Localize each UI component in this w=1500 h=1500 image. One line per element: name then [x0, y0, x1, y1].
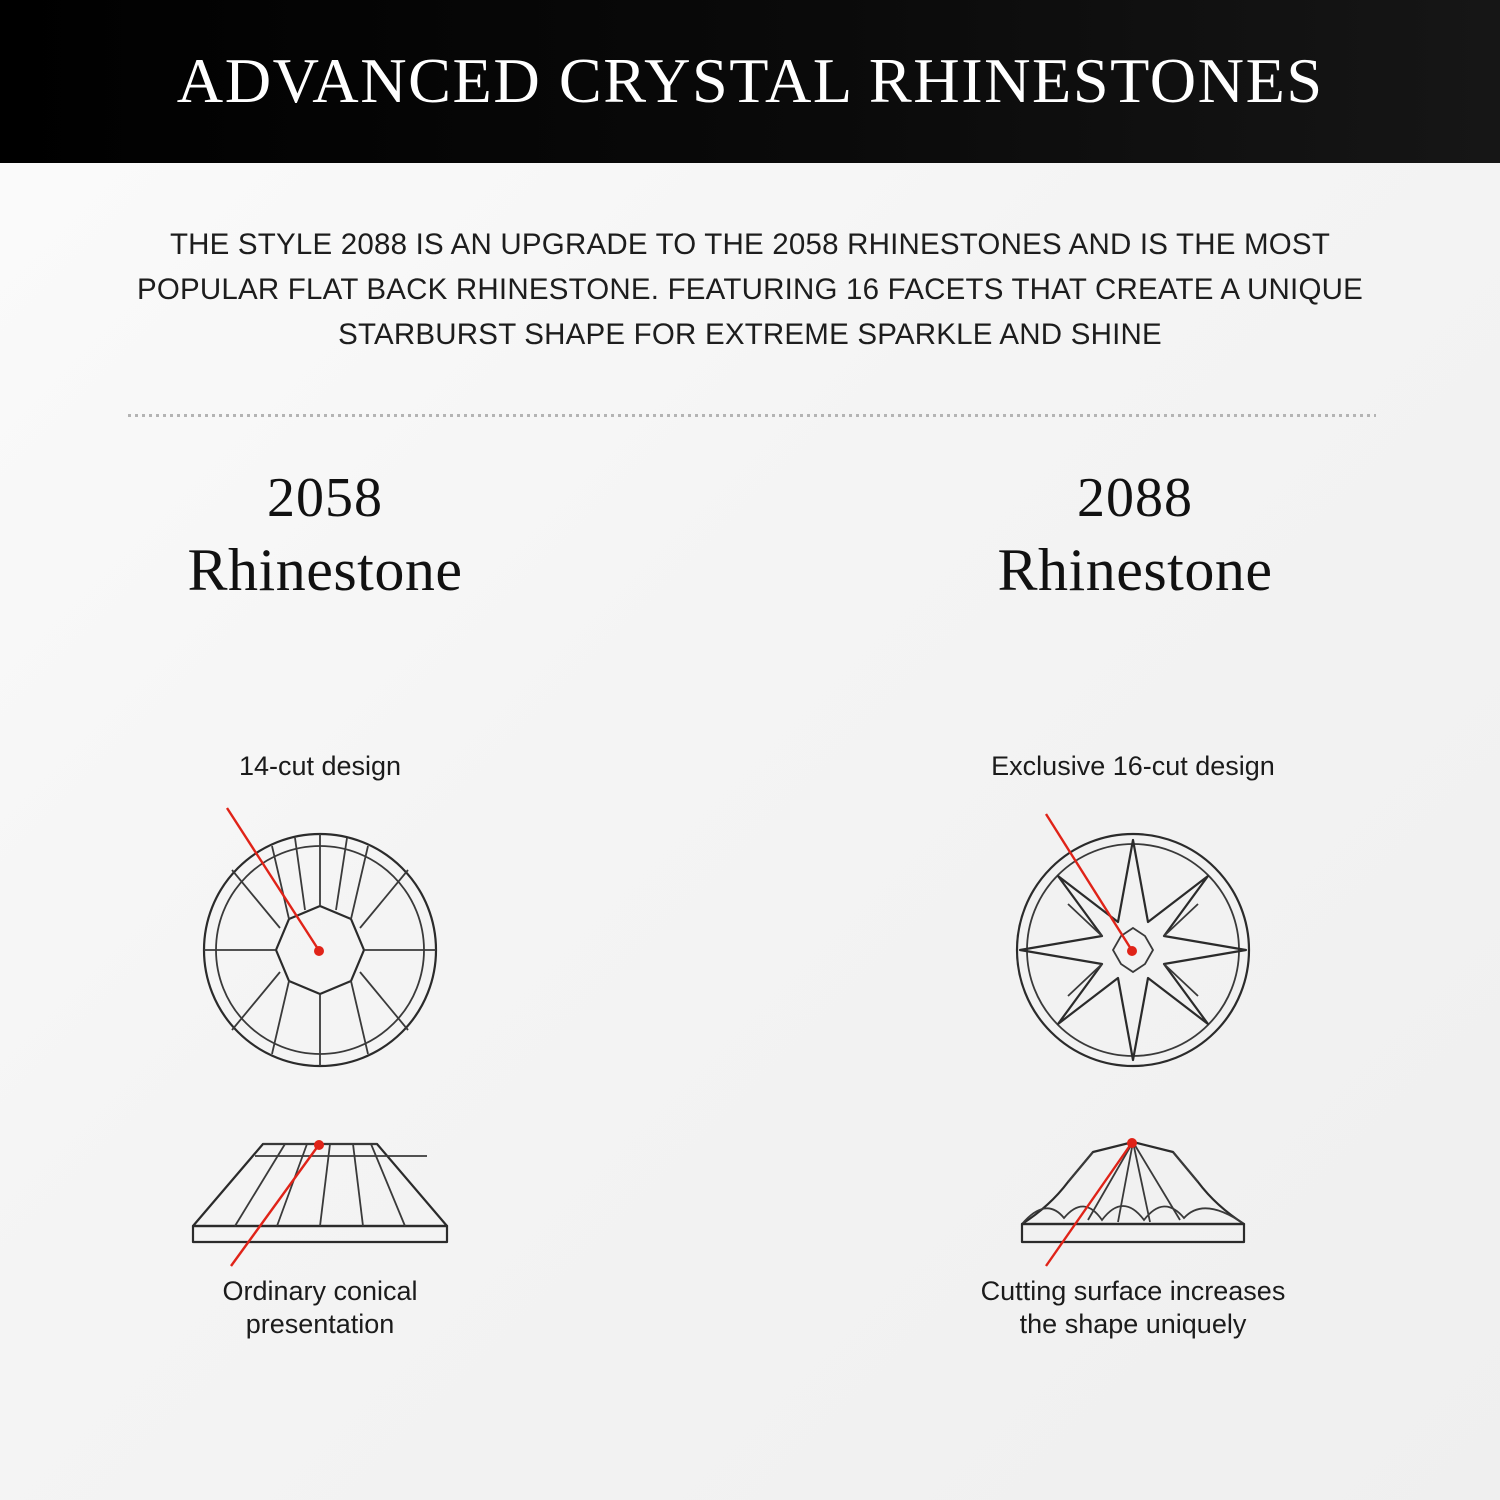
- header-bar: [0, 0, 1500, 163]
- intro-paragraph: THE STYLE 2088 IS AN UPGRADE TO THE 2058 RHINESTONES AND IS THE MOST POPULAR FLAT BACK RHINESTONE. FEATURING 16 FACETS THAT CREATE A UNIQUE STARBURST SHAPE FOR EXTREME SPARKLE AND SHINE: [137, 228, 1363, 351]
- column-number-2088: 2088: [1077, 467, 1193, 529]
- rhinestone-2058-side-diagram: [155, 1130, 485, 1270]
- rhinestone-2088-side-diagram: [968, 1130, 1298, 1270]
- column-title-2058: [0, 467, 700, 603]
- label-line-2: the shape uniquely: [1019, 1309, 1247, 1339]
- label-line-1: Cutting surface increases: [980, 1276, 1286, 1306]
- column-title-2088: [760, 467, 1500, 603]
- column-2058: [0, 467, 750, 1420]
- column-word-2088: Rhinestone: [997, 537, 1273, 603]
- figure-2058-top-view: [0, 800, 695, 1100]
- comparison-columns: [0, 467, 1500, 1420]
- column-number-2058: 2058: [267, 467, 383, 529]
- dotted-divider: [128, 414, 1376, 417]
- label-14-cut-design: 14-cut design: [238, 751, 402, 781]
- figure-2088-side-view: [758, 1130, 1500, 1270]
- page-title: ADVANCED CRYSTAL RHINESTONES: [176, 46, 1324, 116]
- rhinestone-2088-top-diagram: [968, 800, 1298, 1100]
- figure-2088-top-view: [758, 800, 1500, 1100]
- rhinestone-2058-top-diagram: [155, 800, 485, 1100]
- column-word-2058: Rhinestone: [187, 537, 463, 603]
- column-2088: [750, 467, 1500, 1420]
- label-exclusive-16-cut-design: Exclusive 16-cut design: [991, 751, 1275, 781]
- label-ordinary-conical-presentation: [0, 1275, 695, 1341]
- label-line-2: presentation: [245, 1309, 395, 1339]
- label-cutting-surface-increases: [758, 1275, 1500, 1341]
- label-line-1: Ordinary conical: [222, 1276, 418, 1306]
- figure-2058-side-view: [0, 1130, 695, 1270]
